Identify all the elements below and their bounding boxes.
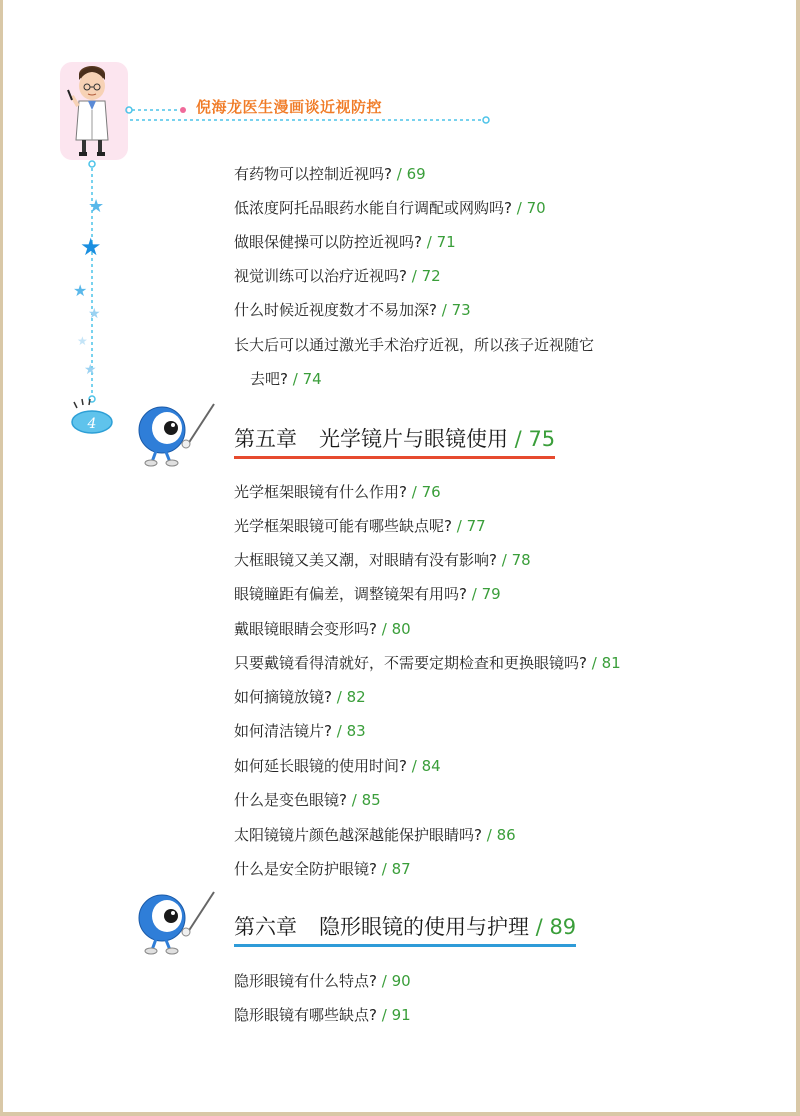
star-icon: ★ <box>73 281 88 300</box>
line-dot-title <box>180 107 186 113</box>
toc-item[interactable] <box>234 858 411 879</box>
toc-page-number: 70 <box>526 199 546 217</box>
star-icon: ★ <box>77 334 88 348</box>
toc-separator: / <box>436 301 452 319</box>
toc-item[interactable] <box>234 824 516 845</box>
toc-separator: / <box>421 233 437 251</box>
toc-item-text: 光学框架眼镜可能有哪些缺点呢? <box>234 517 452 535</box>
chapter-title: 光学镜片与眼镜使用 <box>319 427 508 451</box>
toc-separator: / <box>376 860 392 878</box>
toc-item[interactable] <box>234 163 426 184</box>
toc-item-text: 只要戴镜看得清就好，不需要定期检查和更换眼镜吗? <box>234 654 587 672</box>
toc-item[interactable] <box>234 549 531 570</box>
toc-item-text: 长大后可以通过激光手术治疗近视，所以孩子近视随它 <box>234 336 595 354</box>
toc-item[interactable] <box>234 720 366 741</box>
toc-page-number: 82 <box>346 688 366 706</box>
toc-separator: / <box>376 620 392 638</box>
eyeball-mascot-icon <box>139 404 214 466</box>
chapter-page-number: 89 <box>549 915 577 939</box>
toc-separator: / <box>406 757 422 775</box>
toc-page-number: 77 <box>466 517 486 535</box>
star-icon: ★ <box>80 233 102 261</box>
toc-page-number: 91 <box>391 1006 411 1024</box>
toc-page-number: 78 <box>511 551 531 569</box>
chapter-label: 第五章 <box>234 427 297 451</box>
toc-item-text: 去吧? <box>250 370 288 388</box>
toc-item[interactable] <box>234 618 411 639</box>
toc-item[interactable] <box>234 652 621 673</box>
toc-item-text: 什么是安全防护眼镜? <box>234 860 377 878</box>
toc-item-text: 有药物可以控制近视吗? <box>234 165 392 183</box>
page-badge <box>72 399 112 433</box>
toc-page-number: 90 <box>391 972 411 990</box>
toc-page-number: 85 <box>361 791 381 809</box>
toc-item[interactable] <box>234 686 366 707</box>
toc-item-text: 隐形眼镜有哪些缺点? <box>234 1006 377 1024</box>
toc-separator: / <box>376 972 392 990</box>
toc-separator: / <box>406 267 422 285</box>
toc-page-number: 83 <box>346 722 366 740</box>
chapter-title: 隐形眼镜的使用与护理 <box>319 915 529 939</box>
toc-item-text: 光学框架眼镜有什么作用? <box>234 483 407 501</box>
chapter-heading-6[interactable] <box>234 911 576 947</box>
toc-separator: / <box>481 826 497 844</box>
toc-separator: / <box>331 722 347 740</box>
toc-separator: / <box>586 654 602 672</box>
toc-page-number: 87 <box>391 860 411 878</box>
toc-item-text: 戴眼镜眼睛会变形吗? <box>234 620 377 638</box>
toc-item[interactable] <box>234 197 546 218</box>
toc-page-number: 69 <box>406 165 426 183</box>
toc-item-text: 隐形眼镜有什么特点? <box>234 972 377 990</box>
toc-item[interactable] <box>234 789 381 810</box>
toc-separator: / <box>496 551 512 569</box>
toc-item[interactable] <box>234 970 411 991</box>
toc-item[interactable] <box>234 755 441 776</box>
toc-item[interactable] <box>234 299 471 320</box>
chapter-heading-5[interactable] <box>234 423 555 459</box>
toc-item[interactable] <box>234 481 441 502</box>
toc-item[interactable] <box>234 583 501 604</box>
toc-page-number: 81 <box>601 654 621 672</box>
toc-item[interactable] <box>234 265 441 286</box>
toc-page-number: 72 <box>421 267 441 285</box>
toc-item-text: 大框眼镜又美又潮，对眼睛有没有影响? <box>234 551 497 569</box>
toc-page-number: 73 <box>451 301 471 319</box>
eyeball-mascot-icon <box>139 892 214 954</box>
toc-separator: / <box>346 791 362 809</box>
toc-item[interactable] <box>234 1004 411 1025</box>
line-dot-right <box>483 117 489 123</box>
toc-item-text: 如何摘镜放镜? <box>234 688 332 706</box>
book-title: 倪海龙医生漫画谈近视防控 <box>196 98 383 116</box>
toc-separator: / <box>451 517 467 535</box>
toc-item-text: 如何清洁镜片? <box>234 722 332 740</box>
toc-item[interactable] <box>234 231 456 252</box>
toc-item-text: 什么是变色眼镜? <box>234 791 347 809</box>
toc-page-number: 71 <box>436 233 456 251</box>
toc-item-text: 什么时候近视度数才不易加深? <box>234 301 437 319</box>
vline-dot-top <box>89 161 95 167</box>
toc-item-text: 眼镜瞳距有偏差，调整镜架有用吗? <box>234 585 467 603</box>
star-icon: ★ <box>88 306 101 322</box>
toc-item-text: 低浓度阿托品眼药水能自行调配或网购吗? <box>234 199 512 217</box>
toc-separator: / <box>376 1006 392 1024</box>
toc-separator: / <box>466 585 482 603</box>
toc-item-text: 做眼保健操可以防控近视吗? <box>234 233 422 251</box>
toc-item-text: 视觉训练可以治疗近视吗? <box>234 267 407 285</box>
toc-item-text: 如何延长眼镜的使用时间? <box>234 757 407 775</box>
toc-item-text: 太阳镜镜片颜色越深越能保护眼睛吗? <box>234 826 482 844</box>
toc-page-number: 76 <box>421 483 441 501</box>
star-icon: ★ <box>88 196 105 217</box>
toc-page-number: 86 <box>496 826 516 844</box>
toc-item[interactable] <box>234 334 594 355</box>
chapter-label: 第六章 <box>234 915 297 939</box>
toc-item[interactable] <box>234 515 486 536</box>
toc-separator: / <box>391 165 407 183</box>
toc-separator: / <box>529 915 550 939</box>
star-icon: ★ <box>84 362 97 378</box>
chapter-page-number: 75 <box>528 427 556 451</box>
toc-separator: / <box>287 370 303 388</box>
page-number: 4 <box>87 416 97 432</box>
toc-page-number: 74 <box>302 370 322 388</box>
toc-page-number: 79 <box>481 585 501 603</box>
toc-page-number: 80 <box>391 620 411 638</box>
toc-item-continuation[interactable] <box>250 368 322 389</box>
toc-separator: / <box>511 199 527 217</box>
toc-separator: / <box>406 483 422 501</box>
toc-separator: / <box>508 427 529 451</box>
toc-separator: / <box>331 688 347 706</box>
toc-page-number: 84 <box>421 757 441 775</box>
